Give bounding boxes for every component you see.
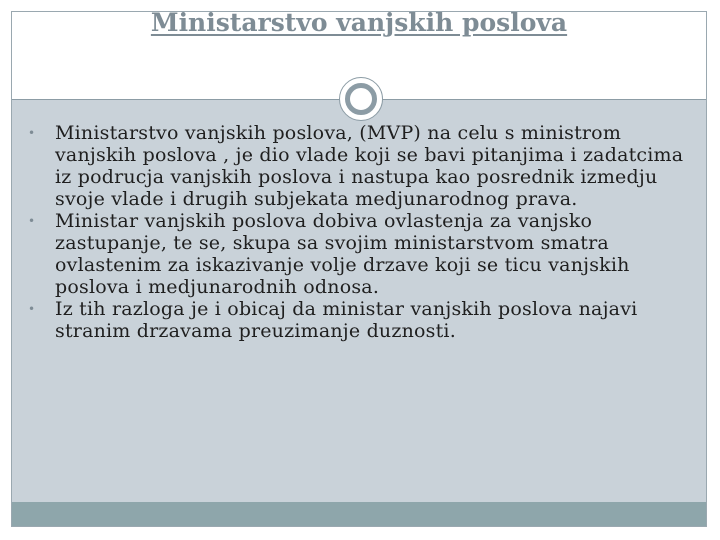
bullet-text: Ministarstvo vanjskih poslova, (MVP) na celu s ministrom vanjskih poslova , je dio vlade koji se bavi pitanjima i zadatcima iz podrucja vanjskih poslova i nastupa kao posrednik izmedju svoje vlade i drugih subjekata medjunarodnog prava. (55, 122, 684, 210)
slide-title: Ministarstvo vanjskih poslova (150, 8, 568, 37)
bullet-marker-icon: • (28, 214, 36, 228)
bullet-text: Iz tih razloga je i obicaj da ministar vanjskih poslova najavi stranim drzavama preuzimanje duznosti. (55, 298, 638, 342)
slide-frame (11, 11, 707, 527)
bullet-marker-icon: • (28, 126, 36, 140)
bullet-text: Ministar vanjskih poslova dobiva ovlastenja za vanjsko zastupanje, te se, skupa sa svojim ministarstvom smatra ovlastenim za iskazivanje volje drzave koji se ticu vanjskih poslova i medjunarodnih odnosa. (55, 210, 630, 298)
bullet-marker-icon: • (28, 302, 36, 316)
